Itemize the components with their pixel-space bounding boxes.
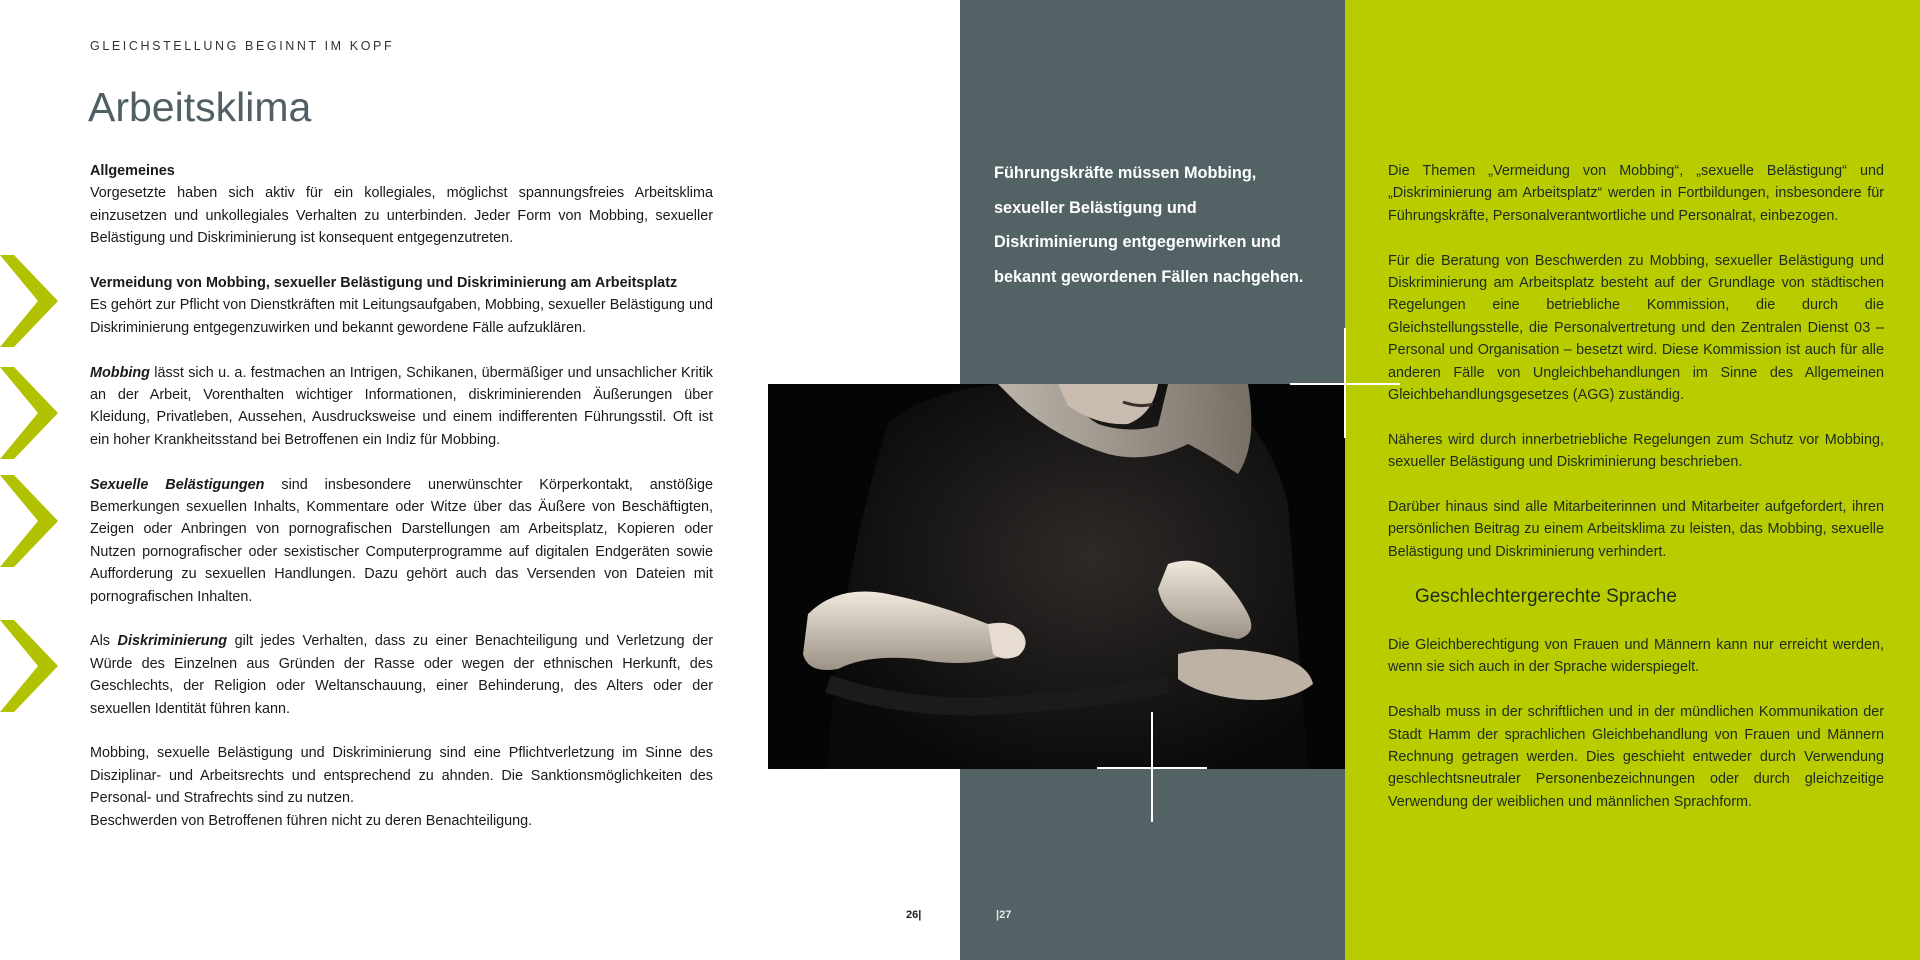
- chevron-decoration-icon: [0, 245, 62, 725]
- term-discrimination: Diskriminierung: [117, 633, 228, 650]
- pull-quote: Führungskräfte müssen Mobbing, sexueller Belästigung und Diskriminierung entgegenwirken und bekannt gewordenen Fällen nachgehen.: [994, 164, 1304, 286]
- paragraph-closing: [90, 742, 713, 832]
- crosshair-line: [1097, 767, 1207, 769]
- paragraph-vermeidung: [90, 272, 713, 339]
- page-title: Arbeitsklima: [88, 84, 312, 130]
- term-mobbing: Mobbing: [90, 364, 150, 381]
- paragraph-text: Als: [90, 633, 118, 650]
- paragraph-text: Es gehört zur Pflicht von Dienstkräften mit Leitungsaufgaben, Mobbing, sexueller Belästigung und Diskriminierung entgegenzuwirken und bekannt gewordene Fälle aufzuklären.: [90, 297, 713, 336]
- photo-crossed-arms: [768, 384, 1345, 769]
- paragraph-text: lässt sich u. a. festmachen an Intrigen, Schikanen, übermäßiger und unsachlicher Kritik an der Arbeit, Vorenthalten wichtiger Informationen, diskriminierenden Äußerungen über Kleidung, Privatleben, Aussehen, Ausdrucksweise und einem indifferenten Führungsstil. Oft ist ein hoher Krankheitsstand bei Betroffenen ein Indiz für Mobbing.: [90, 364, 713, 448]
- paragraph: Darüber hinaus sind alle Mitarbeiterinnen und Mitarbeiter aufgefordert, ihren persönlichen Beitrag zu einem Arbeitsklima zu leisten, das Mobbing, sexuelle Belästigung und Diskriminierung verhindert.: [1388, 499, 1884, 560]
- paragraph: Für die Beratung von Beschwerden zu Mobbing, sexueller Belästigung und Diskriminierung am Arbeitsplatz besteht auf der Grundlage von städtischen Regelungen eine betriebliche Kommission, die durch die Gleichstellungsstelle, die Personalvertretung und den Zentralen Dienst 03 – Personal und Organisation – besetzt wird. Diese Kommission ist auch für alle anderen Fälle von Ungleichbehandlungen im Sinne des Allgemeinen Gleichbehandlungsgesetzes (AGG) zuständig.: [1388, 252, 1884, 404]
- paragraph: Die Themen „Vermeidung von Mobbing“, „sexuelle Belästigung“ und „Diskriminierung am Arbeitsplatz“ werden in Fortbildungen, insbesondere für Führungskräfte, Personalverantwortliche und Personalrat, einbezogen.: [1388, 163, 1884, 224]
- subheading-allgemeines: Allgemeines: [90, 163, 175, 179]
- paragraph-harassment: [90, 474, 713, 608]
- left-body-column: [90, 160, 713, 855]
- section-heading: Geschlechtergerechte Sprache: [1415, 585, 1677, 607]
- paragraph-text: gilt jedes Verhalten, dass zu einer Benachteiligung und Verletzung der Würde des Einzelnen aus Gründen der Rasse oder wegen der ethnischen Herkunft, des Geschlechts, der Religion oder Weltanschauung, einer Behinderung, des Alters oder der sexuellen Identität führen kann.: [90, 633, 713, 717]
- paragraph-mobbing: [90, 362, 713, 452]
- chevron-icon: [0, 475, 58, 567]
- paragraph-text: sind insbesondere unerwünschter Körperkontakt, anstößige Bemerkungen sexuellen Inhalts, Kommentare oder Witze über das Äußere von Beschäftigten, Zeigen oder Anbringen von pornografischen Darstellungen am Arbeitsplatz, Kopieren oder Nutzen pornografischer oder sexistischer Computerprogramme auf digitalen Endgeräten sowie Aufforderung zu sexuellen Handlungen. Dazu gehört auch das Versenden von Dateien mit pornografischen Inhalten.: [90, 476, 713, 605]
- chevron-icon: [0, 620, 58, 712]
- paragraph-text: Mobbing, sexuelle Belästigung und Diskriminierung sind eine Pflichtverletzung im Sinne des Disziplinar- und Arbeitsrechts und entsprechend zu ahnden. Die Sanktionsmöglichkeiten des Personal- und Strafrechts sind zu nutzen.: [90, 745, 713, 807]
- paragraph: Die Gleichberechtigung von Frauen und Männern kann nur erreicht werden, wenn sie sich auch in der Sprache widerspiegelt.: [1388, 637, 1884, 676]
- crosshair-line: [1290, 383, 1400, 385]
- right-body-column: [1388, 160, 1884, 836]
- chevron-icon: [0, 367, 58, 459]
- paragraph-allgemeines: [90, 160, 713, 250]
- paragraph-text: Beschwerden von Betroffenen führen nicht zu deren Benachteiligung.: [90, 812, 533, 829]
- page-number-left: 26|: [906, 909, 922, 921]
- paragraph-discrimination: [90, 630, 713, 720]
- paragraph-text: Vorgesetzte haben sich aktiv für ein kollegiales, möglichst spannungsfreies Arbeitsklima einzusetzen und unkollegiales Verhalten zu unterbinden. Jeder Form von Mobbing, sexueller Belästigung und Diskriminierung ist konsequent entgegenzutreten.: [90, 185, 713, 247]
- subheading-vermeidung: Vermeidung von Mobbing, sexueller Belästigung und Diskriminierung am Arbeitsplatz: [90, 275, 678, 292]
- term-harassment: Sexuelle Belästigungen: [90, 476, 265, 493]
- paragraph: Näheres wird durch innerbetriebliche Regelungen zum Schutz vor Mobbing, sexueller Belästigung und Diskriminierung beschrieben.: [1388, 431, 1884, 471]
- paragraph: Deshalb muss in der schriftlichen und in der mündlichen Kommunikation der Stadt Hamm der sprachlichen Gleichbehandlung von Frauen und Männern Rechnung getragen werden. Dies geschieht entweder durch Verwendung geschlechtsneutraler Personenbezeichnungen oder durch gleichzeitige Verwendung der weiblichen und männlichen Sprachform.: [1388, 704, 1884, 810]
- running-head: GLEICHSTELLUNG BEGINNT IM KOPF: [90, 39, 395, 53]
- page-number-right: |27: [996, 909, 1012, 921]
- chevron-icon: [0, 255, 58, 347]
